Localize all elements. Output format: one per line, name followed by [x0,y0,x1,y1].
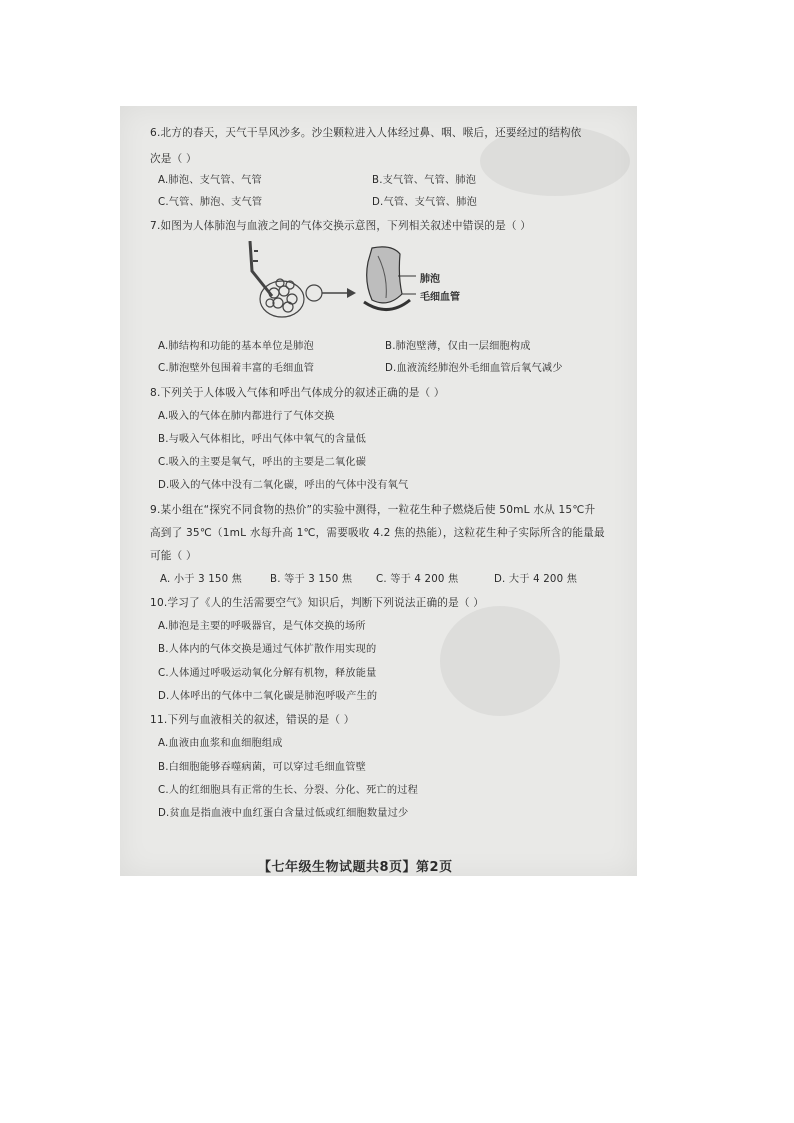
page-footer: 【七年级生物试题共8页】第2页 [258,860,453,875]
q7-stem: 7.如图为人体肺泡与血液之间的气体交换示意图，下列相关叙述中错误的是（ ） [150,220,532,232]
q11-option-b: B.白细胞能够吞噬病菌，可以穿过毛细血管壁 [158,762,366,773]
q9-stem-line2: 高到了 35℃（1mL 水每升高 1℃，需要吸收 4.2 焦的热能），这粒花生种子实际所含的能量最 [150,527,605,539]
q10-option-c: C.人体通过呼吸运动氧化分解有机物，释放能量 [158,668,377,679]
q10-option-b: B.人体内的气体交换是通过气体扩散作用实现的 [158,644,377,655]
q8-option-a: A.吸入的气体在肺内都进行了气体交换 [158,411,335,422]
q7-option-c: C.肺泡壁外包围着丰富的毛细血管 [158,363,315,374]
q10-option-d: D.人体呼出的气体中二氧化碳是肺泡呼吸产生的 [158,691,378,702]
q8-option-d: D.吸入的气体中没有二氧化碳，呼出的气体中没有氧气 [158,480,409,491]
q11-option-d: D.贫血是指血液中血红蛋白含量过低或红细胞数量过少 [158,808,409,819]
q10-stem: 10.学习了《人的生活需要空气》知识后，判断下列说法正确的是（ ） [150,597,485,609]
label-capillary: 毛细血管 [420,292,460,303]
q11-option-a: A.血液由血浆和血细胞组成 [158,738,283,749]
q7-option-b: B.肺泡壁薄，仅由一层细胞构成 [385,341,531,352]
label-alveolus: 肺泡 [420,274,440,285]
q6-stem-line1: 6.北方的春天，天气干旱风沙多。沙尘颗粒进入人体经过鼻、咽、喉后，还要经过的结构依 [150,127,582,139]
q8-stem: 8.下列关于人体吸入气体和呼出气体成分的叙述正确的是（ ） [150,387,445,399]
q11-option-c: C.人的红细胞具有正常的生长、分裂、分化、死亡的过程 [158,785,419,796]
q9-option-d: D. 大于 4 200 焦 [494,574,578,585]
q8-option-b: B.与吸入气体相比，呼出气体中氧气的含量低 [158,434,366,445]
q8-option-c: C.吸入的主要是氧气，呼出的主要是二氧化碳 [158,457,367,468]
alveolus-capillary-diagram [358,246,418,316]
q9-stem-line1: 9.某小组在“探究不同食物的热价”的实验中测得，一粒花生种子燃烧后使 50mL 水从 15℃升 [150,504,596,516]
q6-option-a: A.肺泡、支气管、气管 [158,175,262,186]
q11-stem: 11.下列与血液相关的叙述，错误的是（ ） [150,714,355,726]
q9-option-c: C. 等于 4 200 焦 [376,574,459,585]
q6-option-b: B.支气管、气管、肺泡 [372,175,477,186]
q9-option-a: A. 小于 3 150 焦 [160,574,243,585]
q6-stem-line2: 次是（ ） [150,153,197,165]
page-content [120,106,637,876]
q6-option-d: D.气管、支气管、肺泡 [372,197,477,208]
q10-option-a: A.肺泡是主要的呼吸器官，是气体交换的场所 [158,621,366,632]
lung-alveoli-diagram [242,241,357,321]
q6-option-c: C.气管、肺泡、支气管 [158,197,263,208]
q9-stem-line3: 可能（ ） [150,550,197,562]
q7-option-d: D.血液流经肺泡外毛细血管后氧气减少 [385,363,563,374]
q7-option-a: A.肺结构和功能的基本单位是肺泡 [158,341,314,352]
exam-page [120,106,637,876]
q9-option-b: B. 等于 3 150 焦 [270,574,353,585]
